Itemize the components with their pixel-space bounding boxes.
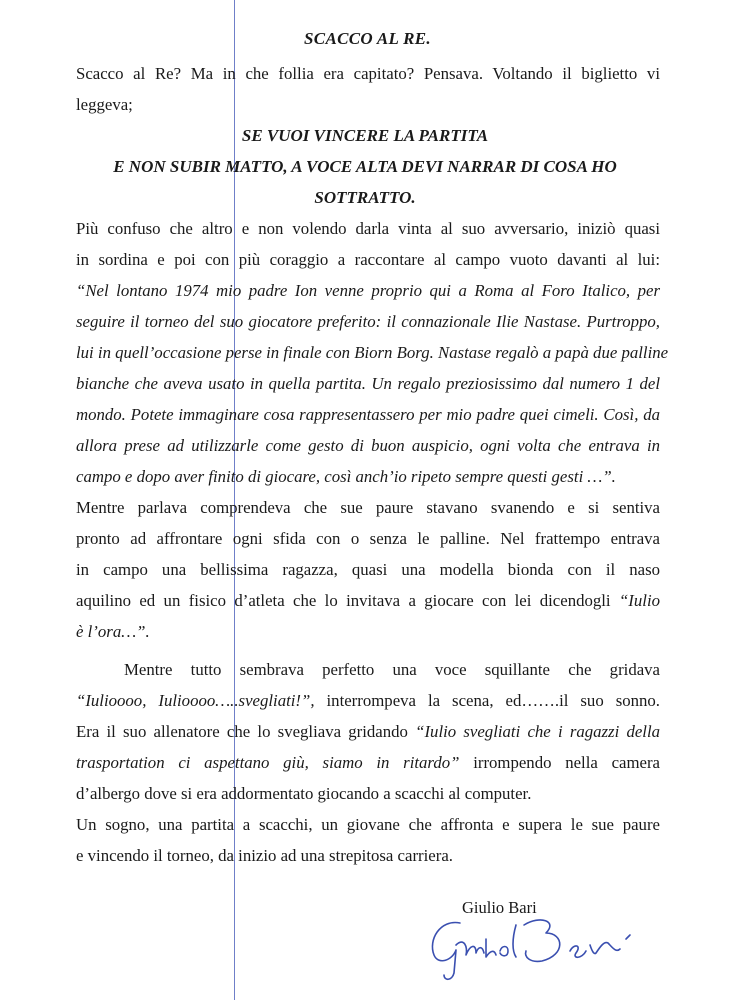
quote-line: “Nel lontano 1974 mio padre Ion venne proprio qui a Roma al Foro Italico, per — [76, 281, 660, 300]
text-segment: aquilino ed un fisico d’atleta che lo invitava a giocare con lei dicendogli — [76, 591, 611, 610]
text-line — [76, 591, 660, 611]
quote-line: lui in quell’occasione perse in finale con Biorn Borg. Nastase regalò a papà due palline — [76, 343, 669, 362]
text-line: pronto ad affrontare ogni sfida con o senza le palline. Nel frattempo entrava — [76, 529, 660, 548]
text-line: Scacco al Re? Ma in che follia era capitato? Pensava. Voltando il biglietto vi — [76, 64, 660, 83]
author-name: Giulio Bari — [462, 898, 537, 917]
quote-segment: “Iulio — [618, 591, 660, 610]
riddle-line: E NON SUBIR MATTO, A VOCE ALTA DEVI NARRAR DI COSA HO — [113, 157, 617, 176]
text-line: Mentre tutto sembrava perfetto una voce squillante che gridava — [124, 660, 660, 679]
page-title: SCACCO AL RE. — [304, 29, 431, 48]
text-line: Più confuso che altro e non volendo darla vinta al suo avversario, iniziò quasi — [76, 219, 660, 238]
riddle-line: SOTTRATTO. — [314, 188, 416, 207]
quote-line: allora prese ad utilizzarle come gesto di buon auspicio, ogni volta che entrava in — [76, 436, 660, 455]
text-line: in campo una bellissima ragazza, quasi una modella bionda con il naso — [76, 560, 660, 579]
text-segment: irrompendo nella camera — [473, 753, 661, 772]
quote-line: bianche che aveva usato in quella partita. Un regalo preziosissimo dal numero 1 del — [76, 374, 660, 393]
quote-line: seguire il torneo del suo giocatore preferito: il connazionale Ilie Nastase. Purtroppo, — [76, 312, 660, 331]
text-line: in sordina e poi con più coraggio a raccontare al campo vuoto davanti al lui: — [76, 250, 660, 269]
quote-line: mondo. Potete immaginare cosa rappresentassero per mio padre quei cimeli. Così, da — [76, 405, 660, 424]
quote-segment: “Iulio svegliati che i ragazzi della — [415, 722, 661, 741]
text-line: leggeva; — [76, 95, 133, 114]
text-line: e vincendo il torneo, da inizio ad una strepitosa carriera. — [76, 846, 453, 865]
text-line — [76, 691, 660, 711]
text-segment: interrompeva la scena, ed…….il suo sonno. — [326, 691, 660, 710]
quote-segment: trasportation ci aspettano giù, siamo in ritardo” — [76, 753, 460, 772]
quote-segment: “Iulioooo, Iulioooo…..svegliati!”, — [76, 691, 315, 710]
text-line: d’albergo dove si era addormentato giocando a scacchi al computer. — [76, 784, 532, 803]
text-line: Un sogno, una partita a scacchi, un giovane che affronta e supera le sue paure — [76, 815, 660, 834]
text-line: Mentre parlava comprendeva che sue paure stavano svanendo e si sentiva — [76, 498, 660, 517]
quote-line: campo e dopo aver finito di giocare, così anch’io ripeto sempre questi gesti …”. — [76, 467, 616, 486]
text-line — [76, 753, 660, 773]
text-segment: Era il suo allenatore che lo svegliava gridando — [76, 722, 408, 741]
handwritten-signature — [420, 895, 650, 985]
quote-line: è l’ora…”. — [76, 622, 150, 641]
text-line — [76, 722, 660, 742]
riddle-line: SE VUOI VINCERE LA PARTITA — [241, 126, 489, 145]
